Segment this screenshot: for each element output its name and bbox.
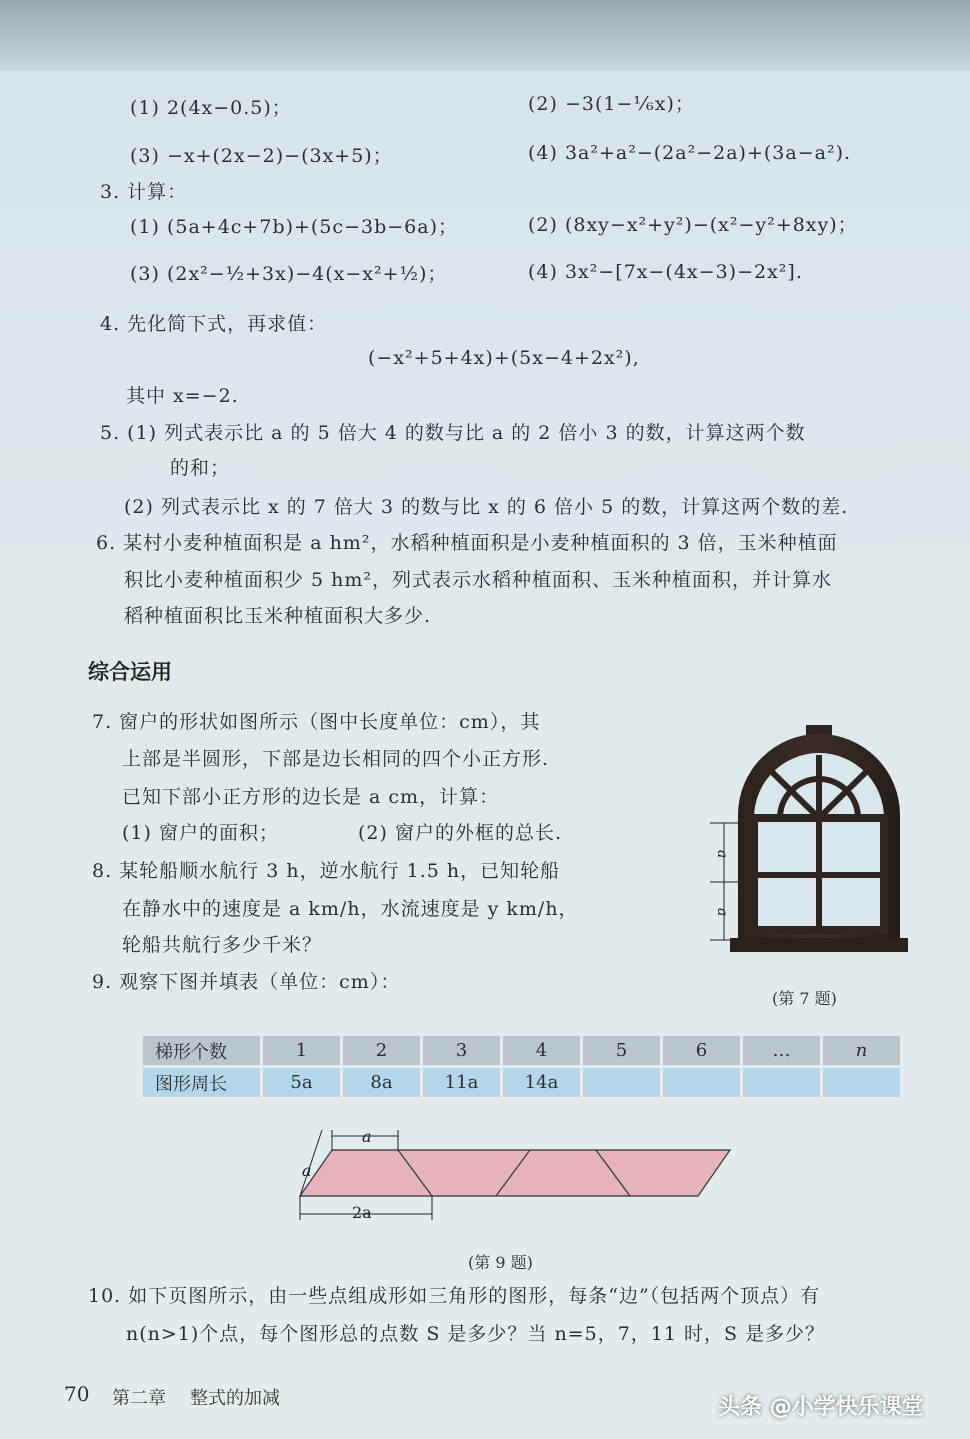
table-cell: 5a [262, 1067, 342, 1099]
exercise-7-line2: 上部是半圆形，下部是边长相同的四个小正方形. [122, 748, 550, 770]
figure-9-caption: (第 9 题) [468, 1253, 533, 1272]
table-cell [662, 1067, 742, 1099]
exercise-6-line1: 6. 某村小麦种植面积是 a hm²，水稻种植面积是小麦种植面积的 3 倍，玉米种植面 [96, 532, 838, 554]
exercise-5-1-line2: 的和； [170, 457, 231, 479]
exercise-2-2: (2) −3(1−¹⁄₆x)； [528, 93, 695, 115]
exercise-10-line2: n(n>1)个点，每个图形总的点数 S 是多少？当 n=5，7，11 时，S 是多少？ [126, 1323, 826, 1345]
perimeter-table [143, 1036, 903, 1100]
exercise-6-line3: 稻种植面积比玉米种植面积大多少. [124, 605, 432, 627]
exercise-7-line3: 已知下部小正方形的边长是 a cm，计算： [122, 786, 500, 808]
exercise-2-1: (1) 2(4x−0.5)； [130, 97, 292, 119]
exercise-3-2: (2) (8xy−x²+y²)−(x²−y²+8xy)； [528, 214, 858, 236]
window-figure [700, 720, 920, 970]
trapezoid-label-bottom: 2a [352, 1203, 372, 1222]
exercise-3-4: (4) 3x²−[7x−(4x−3)−2x²]. [528, 261, 803, 283]
exercise-9-title: 9. 观察下图并填表（单位：cm）： [92, 971, 401, 993]
trapezoid-label-top: a [362, 1127, 372, 1146]
table-cell: 14a [502, 1067, 582, 1099]
table-row-count [143, 1036, 902, 1067]
footer-chapter: 第二章 [112, 1388, 166, 1409]
window-dimension-lines [710, 823, 738, 940]
exercise-10-line1: 10. 如下页图所示，由一些点组成形如三角形的图形，每条“边”（包括两个顶点）有 [88, 1285, 821, 1307]
footer-title: 整式的加减 [190, 1388, 280, 1409]
table-cell [742, 1067, 822, 1099]
exercise-4-title: 4. 先化简下式，再求值： [100, 313, 328, 335]
table-cell: 3 [422, 1036, 502, 1067]
exercise-8-line1: 8. 某轮船顺水航行 3 h，逆水航行 1.5 h，已知轮船 [92, 860, 561, 882]
exercise-8-line3: 轮船共航行多少千米？ [122, 934, 323, 956]
exercise-3-3: (3) (2x²−½+3x)−4(x−x²+½)； [130, 263, 448, 285]
window-sill [730, 938, 908, 952]
exercise-6-line2: 积比小麦种植面积少 5 hm²，列式表示水稻种植面积、玉米种植面积，并计算水 [124, 569, 833, 591]
table-cell: 4 [502, 1036, 582, 1067]
figure-7-caption: (第 7 题) [772, 989, 837, 1008]
exercise-8-line2: 在静水中的速度是 a km/h，水流速度是 y km/h， [122, 898, 579, 920]
exercise-4-expression: (−x²+5+4x)+(5x−4+2x²), [368, 347, 640, 369]
table-cell: 1 [262, 1036, 342, 1067]
trapezoid-figure [280, 1120, 750, 1230]
table-cell: 5 [582, 1036, 662, 1067]
watermark: 头条 @小学快乐课堂 [718, 1395, 924, 1420]
exercise-3-title: 3. 计算： [100, 181, 188, 203]
table-cell [822, 1036, 902, 1067]
table-cell: … [742, 1036, 822, 1067]
window-dim-label-upper: a [714, 850, 730, 859]
table-head-perimeter: 图形周长 [143, 1067, 262, 1099]
table-cell: 6 [662, 1036, 742, 1067]
trapezoid-label-side: a [302, 1161, 312, 1180]
exercise-4-condition: 其中 x=−2. [126, 385, 239, 407]
table-row-perimeter [143, 1067, 902, 1099]
section-heading: 综合运用 [88, 660, 172, 684]
table-cell: 8a [342, 1067, 422, 1099]
window-dim-label-lower: a [714, 908, 730, 917]
table-cell: 11a [422, 1067, 502, 1099]
exercise-5-2: (2) 列式表示比 x 的 7 倍大 3 的数与比 x 的 6 倍小 5 的数，计算这两个数的差. [124, 496, 849, 518]
table-cell: 2 [342, 1036, 422, 1067]
exercise-5-1-line1: 5. (1) 列式表示比 a 的 5 倍大 4 的数与比 a 的 2 倍小 3 的数，计算这两个数 [100, 422, 806, 444]
exercise-7-line1: 7. 窗户的形状如图所示（图中长度单位：cm），其 [92, 711, 541, 733]
table-head-count: 梯形个数 [143, 1036, 262, 1067]
exercise-7-part1: (1) 窗户的面积； [122, 822, 279, 844]
exercise-2-4: (4) 3a²+a²−(2a²−2a)+(3a−a²). [528, 142, 852, 164]
trapezoid-strip [300, 1150, 730, 1196]
table-cell [822, 1067, 902, 1099]
table-cell [582, 1067, 662, 1099]
table-cell-n: n [855, 1040, 868, 1061]
exercise-3-1: (1) (5a+4c+7b)+(5c−3b−6a)； [130, 216, 458, 238]
exercise-2-3: (3) −x+(2x−2)−(3x+5)； [130, 145, 393, 167]
page-number: 70 [64, 1382, 90, 1406]
exercise-7-part2: (2) 窗户的外框的总长. [358, 822, 562, 844]
